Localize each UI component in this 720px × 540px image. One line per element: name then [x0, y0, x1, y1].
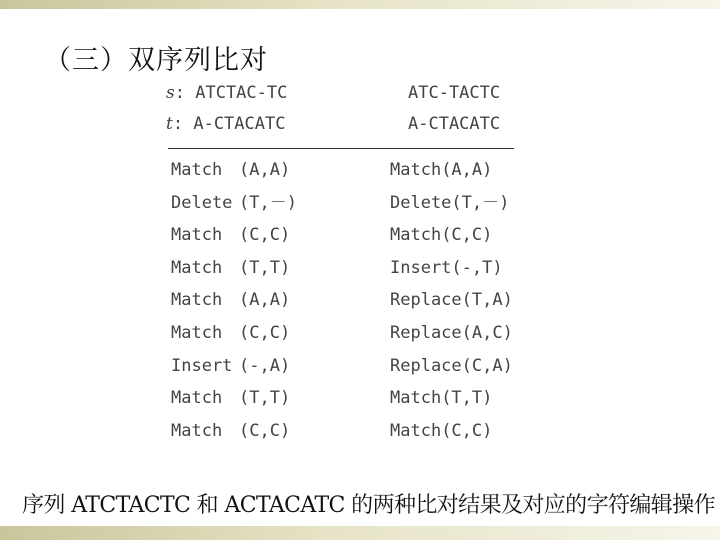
left-seq-s: [166, 83, 287, 103]
figure-caption: 序列 ATCTACTC 和 ACTACATC 的两种比对结果及对应的字符编辑操作: [22, 493, 715, 518]
seq-t-var: t: [166, 114, 173, 134]
list-item: Match (C,C): [171, 322, 291, 343]
list-item: Match (A,A): [171, 160, 291, 180]
seq-s-sep: :: [174, 83, 185, 103]
list-item: Match(A,A): [390, 160, 493, 180]
seq-t-value: A-CTACATC: [193, 114, 286, 134]
list-item: Match(C,C): [390, 225, 493, 246]
list-item: Match (C,C): [171, 225, 291, 246]
list-item: Replace(T,A): [390, 290, 513, 311]
list-item: Replace(A,C): [390, 322, 513, 343]
right-ops-list: [390, 154, 513, 447]
seq-s-value: ATCTAC-TC: [195, 83, 288, 103]
top-decorative-bar: [0, 0, 720, 9]
list-item: Match (T,T): [171, 388, 291, 409]
list-item: Insert (-,A): [171, 355, 291, 376]
left-seq-t: [166, 114, 285, 134]
list-item: Delete (T,－): [171, 192, 297, 213]
right-seq-t: A-CTACATC: [408, 114, 501, 134]
list-item: Insert(-,T): [390, 257, 503, 278]
seq-s-var: s: [166, 83, 175, 103]
left-ops-list: [171, 154, 297, 447]
list-item: Match (C,C): [171, 420, 291, 441]
list-item: Replace(C,A): [390, 355, 513, 376]
bottom-decorative-bar: [0, 526, 720, 540]
seq-t-sep: :: [172, 114, 184, 134]
slide-title: （三）双序列比对: [44, 45, 268, 76]
right-seq-s: ATC-TACTC: [408, 83, 501, 103]
list-item: Match (A,A): [171, 290, 291, 311]
separator-rule: [168, 148, 514, 149]
list-item: Match(C,C): [390, 420, 493, 441]
list-item: Delete(T,－): [390, 192, 510, 213]
list-item: Match(T,T): [390, 388, 493, 409]
list-item: Match (T,T): [171, 257, 291, 278]
